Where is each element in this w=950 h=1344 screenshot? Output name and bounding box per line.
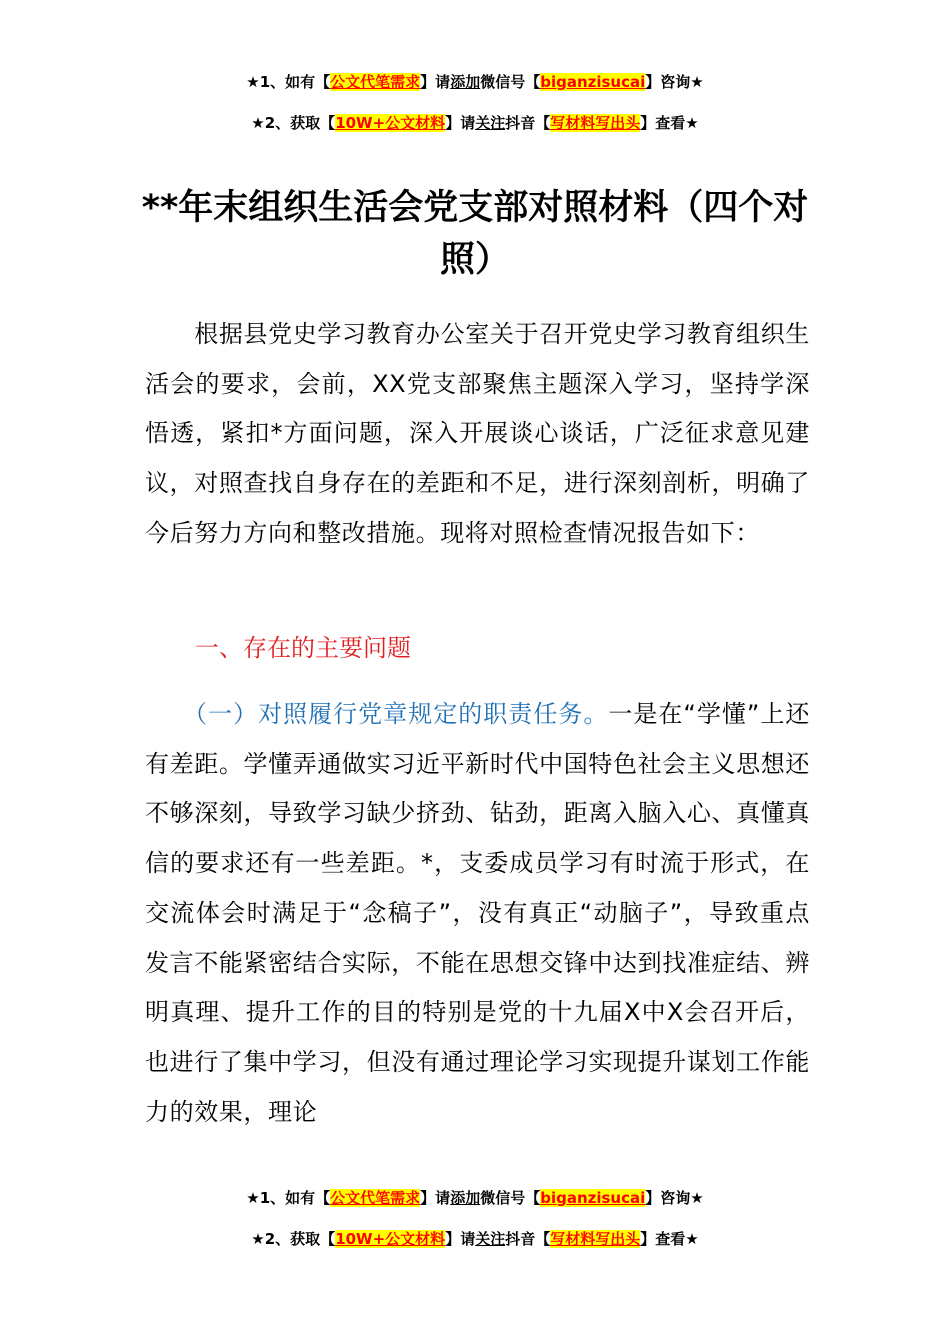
subsection-heading: （一）对照履行党章规定的职责任务。 <box>195 700 609 728</box>
footer-line2-suffix: 】查看★ <box>640 1230 699 1248</box>
header-line2-highlight-materials: 10W+公文材料 <box>335 114 446 132</box>
header-line1-emphasis: 添加 <box>450 73 481 91</box>
intro-paragraph: 根据县党史学习教育办公室关于召开党史学习教育组织生活会的要求，会前，XX党支部聚焦主题深入学习，坚持学深悟透，紧扣*方面问题，深入开展谈心谈话，广泛征求意见建议，对照查找自身存在的差距和不足，进行深刻剖析，明确了今后努力方向和整改措施。现将对照检查情况报告如下： <box>145 320 810 547</box>
footer-line2-text-2: 抖音【 <box>505 1230 551 1248</box>
subsection-body: 一是在“学懂”上还有差距。学懂弄通做实习近平新时代中国特色社会主义思想还不够深刻，导致学习缺少挤劲、钻劲，距离入脑入心、真懂真信的要求还有一些差距。*，支委成员学习有时流于形式，在交流体会时满足于“念稿子”，没有真正“动脑子”，导致重点发言不能紧密结合实际，不能在思想交锋中达到找准症结、辨明真理、提升工作的目的特别是党的十九届X中X会召开后，也进行了集中学习，但没有通过理论学习实现提升谋划工作能力的效果，理论 <box>145 700 810 1126</box>
header-promo-line-2 <box>0 113 950 133</box>
document-title: **年末组织生活会党支部对照材料（四个对照） <box>141 188 809 280</box>
header-line1-text-2: 微信号【 <box>480 73 541 91</box>
footer-line1-highlight-service: 公文代笔需求 <box>330 1189 421 1207</box>
header-line1-highlight-wechat: biganzisucai <box>540 73 646 91</box>
footer-line2-emphasis: 关注 <box>475 1230 506 1248</box>
header-line2-text: 】请 <box>445 114 476 132</box>
footer-promo-line-2 <box>0 1229 950 1249</box>
subsection-paragraph <box>145 690 810 1137</box>
header-line2-emphasis: 关注 <box>475 114 506 132</box>
header-line1-highlight-service: 公文代笔需求 <box>330 73 421 91</box>
footer-promo-line-1 <box>0 1188 950 1208</box>
section-heading-main-problems: 一、存在的主要问题 <box>195 634 411 662</box>
footer-line2-prefix: ★2、获取【 <box>251 1230 336 1248</box>
footer-line1-text-2: 微信号【 <box>480 1189 541 1207</box>
footer-line2-highlight-douyin: 写材料写出头 <box>550 1230 641 1248</box>
header-line2-text-2: 抖音【 <box>505 114 551 132</box>
header-line1-prefix: ★1、如有【 <box>246 73 331 91</box>
header-promo-line-1 <box>0 72 950 92</box>
footer-line1-text: 】请 <box>420 1189 451 1207</box>
footer-line2-highlight-materials: 10W+公文材料 <box>335 1230 446 1248</box>
footer-line1-highlight-wechat: biganzisucai <box>540 1189 646 1207</box>
header-line2-highlight-douyin: 写材料写出头 <box>550 114 641 132</box>
footer-line1-prefix: ★1、如有【 <box>246 1189 331 1207</box>
header-line1-suffix: 】咨询★ <box>645 73 704 91</box>
header-line1-text: 】请 <box>420 73 451 91</box>
header-line2-prefix: ★2、获取【 <box>251 114 336 132</box>
footer-line1-suffix: 】咨询★ <box>645 1189 704 1207</box>
footer-line1-emphasis: 添加 <box>450 1189 481 1207</box>
footer-line2-text: 】请 <box>445 1230 476 1248</box>
header-line2-suffix: 】查看★ <box>640 114 699 132</box>
